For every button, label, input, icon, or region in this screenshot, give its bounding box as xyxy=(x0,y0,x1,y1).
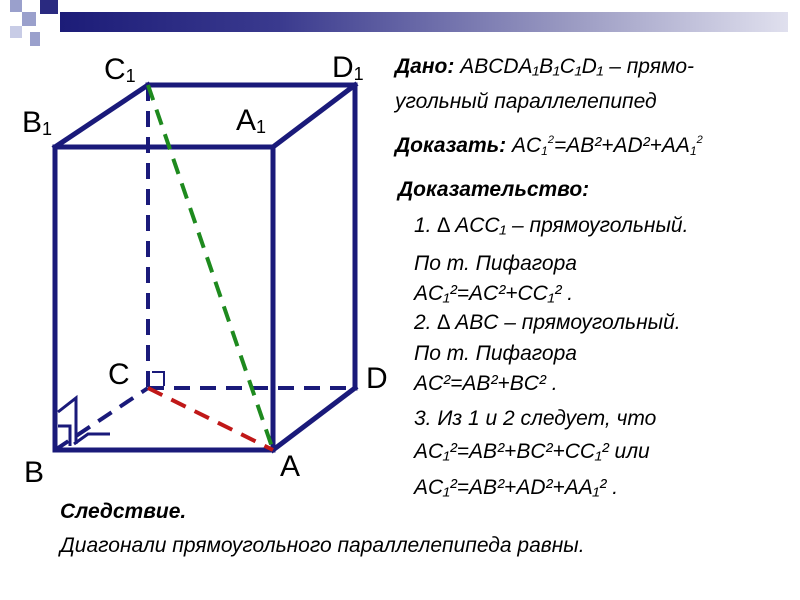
given-line-1 xyxy=(395,55,694,79)
edge-A1D1 xyxy=(273,85,355,147)
right-angle-mark-B xyxy=(58,398,76,444)
edge-AD xyxy=(273,388,355,450)
given-statement: ABCDA₁B₁C₁D₁ – прямо- xyxy=(460,55,695,78)
right-angle-mark-C xyxy=(152,372,164,386)
proof-equation-3: AC₁²=AB²+BC²+CC₁² или xyxy=(414,440,650,463)
vertex-label-A: A xyxy=(280,450,301,483)
corollary-text: Диагонали прямоугольного параллелепипеда равны. xyxy=(60,534,585,557)
vertex-label-A1: $A_1$ xyxy=(236,104,267,137)
prove-label: Доказать: xyxy=(395,134,507,157)
given-line-2: угольный параллелепипед xyxy=(395,90,657,113)
base-diagonal-AC xyxy=(148,388,273,450)
vertex-label-D: D xyxy=(366,362,388,395)
proof-step-2: 2. ∆ ABC – прямоугольный. xyxy=(414,311,681,334)
proof-pythagoras-1: По т. Пифагора xyxy=(414,252,577,275)
corollary-heading: Следствие. xyxy=(60,500,187,523)
vertex-label-D1: $D_1$ xyxy=(332,51,364,84)
vertex-label-B: B xyxy=(24,456,45,489)
proof-pythagoras-2: По т. Пифагора xyxy=(414,342,577,365)
proof-equation-2: AC²=AB²+BC² . xyxy=(414,372,558,395)
proof-heading: Доказательство: xyxy=(398,178,590,201)
vertex-label-B1: $B_1$ xyxy=(22,106,53,139)
edge-B1C1 xyxy=(55,85,148,147)
vertex-label-C: C xyxy=(108,358,130,391)
prove-formula: $AC_1^2=AB^2+AD^2+AA_1^2$ xyxy=(511,134,703,158)
proof-step-1: 1. ∆ ACC₁ – прямоугольный. xyxy=(414,214,689,237)
vertex-label-C1: $C_1$ xyxy=(104,53,136,86)
proof-equation-1: AC₁²=AC²+CC₁² . xyxy=(414,282,574,305)
given-label: Дано: xyxy=(395,55,455,78)
proof-step-3: 3. Из 1 и 2 следует, что xyxy=(414,407,657,430)
proof-equation-4: AC₁²=AB²+AD²+AA₁² . xyxy=(414,476,619,499)
prove-line xyxy=(395,128,703,163)
